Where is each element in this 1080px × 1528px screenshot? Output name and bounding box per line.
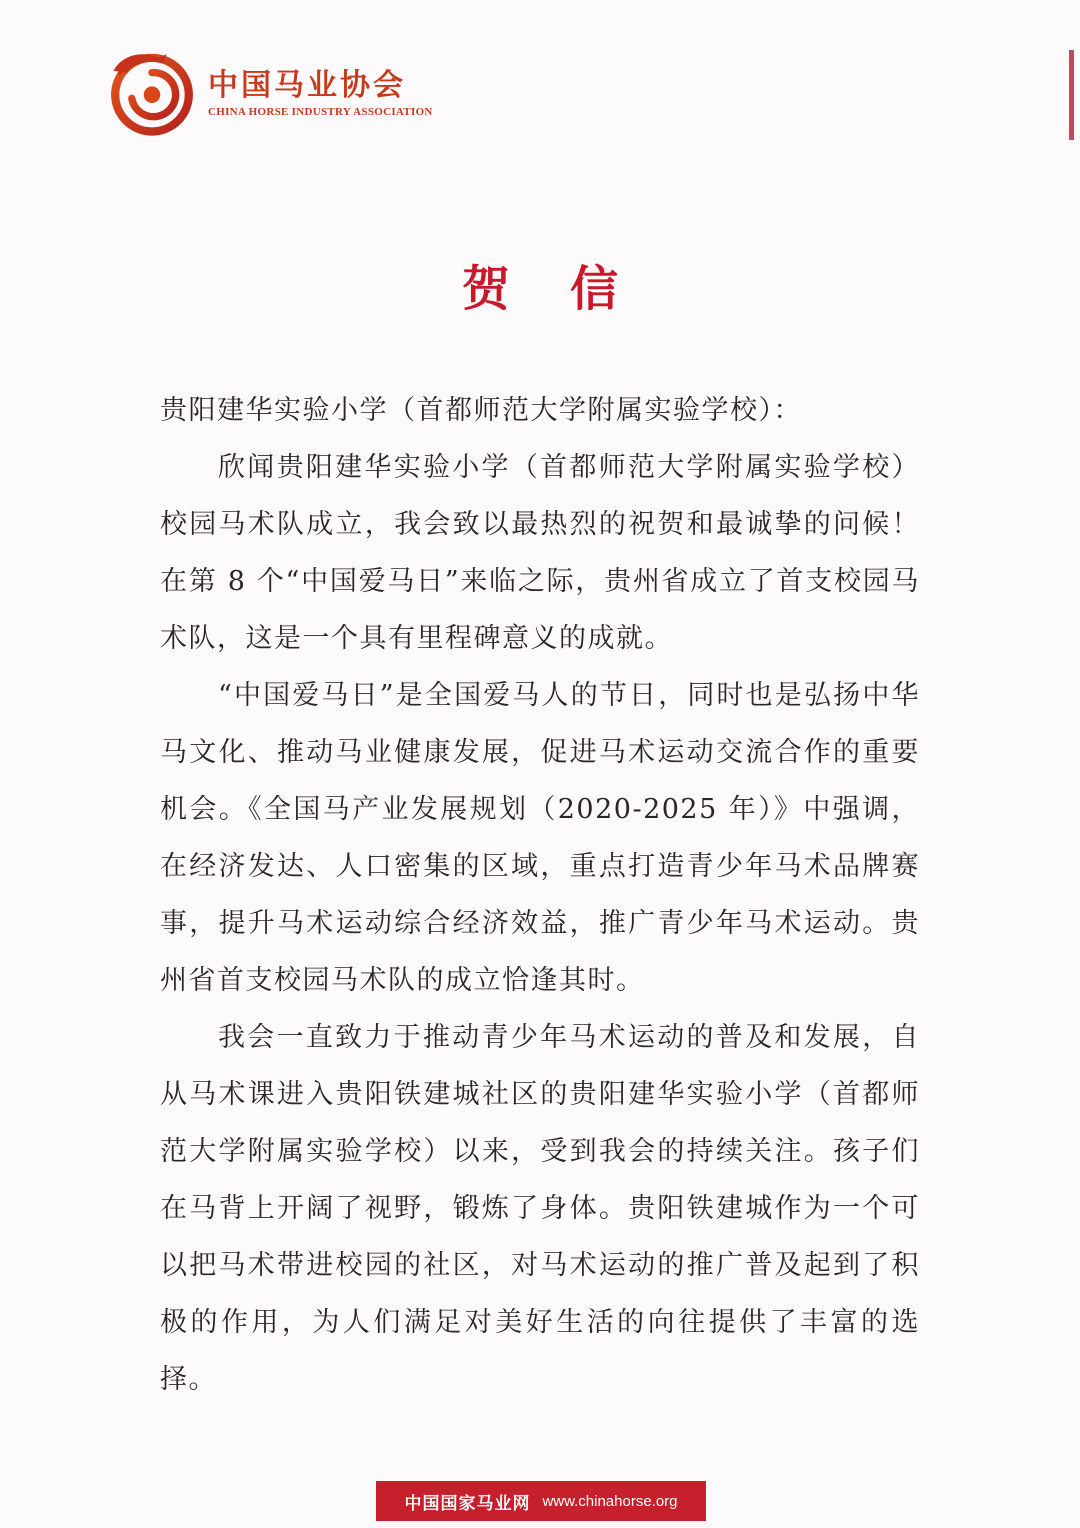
footer-url[interactable]: www.chinahorse.org [542, 1492, 678, 1510]
page-edge-mark [1069, 50, 1074, 140]
org-name-cn: 中国马业协会 [208, 68, 406, 103]
letter-body [160, 382, 920, 1408]
association-logo-icon [106, 45, 198, 137]
footer-site-name: 中国国家马业网 [404, 1493, 531, 1514]
letter-paragraph: 欣闻贵阳建华实验小学（首都师范大学附属实验学校）校园马术队成立，我会致以最热烈的祝贺和最诚挚的问候！在第 8 个“中国爱马日”来临之际，贵州省成立了首支校园马术队，这是一个具有里程碑意义的成就。 [160, 452, 920, 654]
letter-salutation: 贵阳建华实验小学（首都师范大学附属实验学校）： [160, 395, 802, 426]
letter-title: 贺信 [461, 261, 678, 317]
footer-banner [376, 1481, 706, 1521]
letterhead [106, 46, 433, 136]
letter-paragraph: 我会一直致力于推动青少年马术运动的普及和发展，自从马术课进入贵阳铁建城社区的贵阳建华实验小学（首都师范大学附属实验学校）以来，受到我会的持续关注。孩子们在马背上开阔了视野，锻炼了身体。贵阳铁建城作为一个可以把马术带进校园的社区，对马术运动的推广普及起到了积极的作用，为人们满足对美好生活的向往提供了丰富的选择。 [160, 1022, 920, 1395]
org-name-en: CHINA HORSE INDUSTRY ASSOCIATION [208, 106, 433, 118]
letter-paragraph: “中国爱马日”是全国爱马人的节日，同时也是弘扬中华马文化、推动马业健康发展，促进马术运动交流合作的重要机会。《全国马产业发展规划（2020-2025 年）》中强调，在经济发达、人口密集的区域，重点打造青少年马术品牌赛事，提升马术运动综合经济效益，推广青少年马术运动。贵州省首支校园马术队的成立恰逢其时。 [160, 680, 920, 996]
